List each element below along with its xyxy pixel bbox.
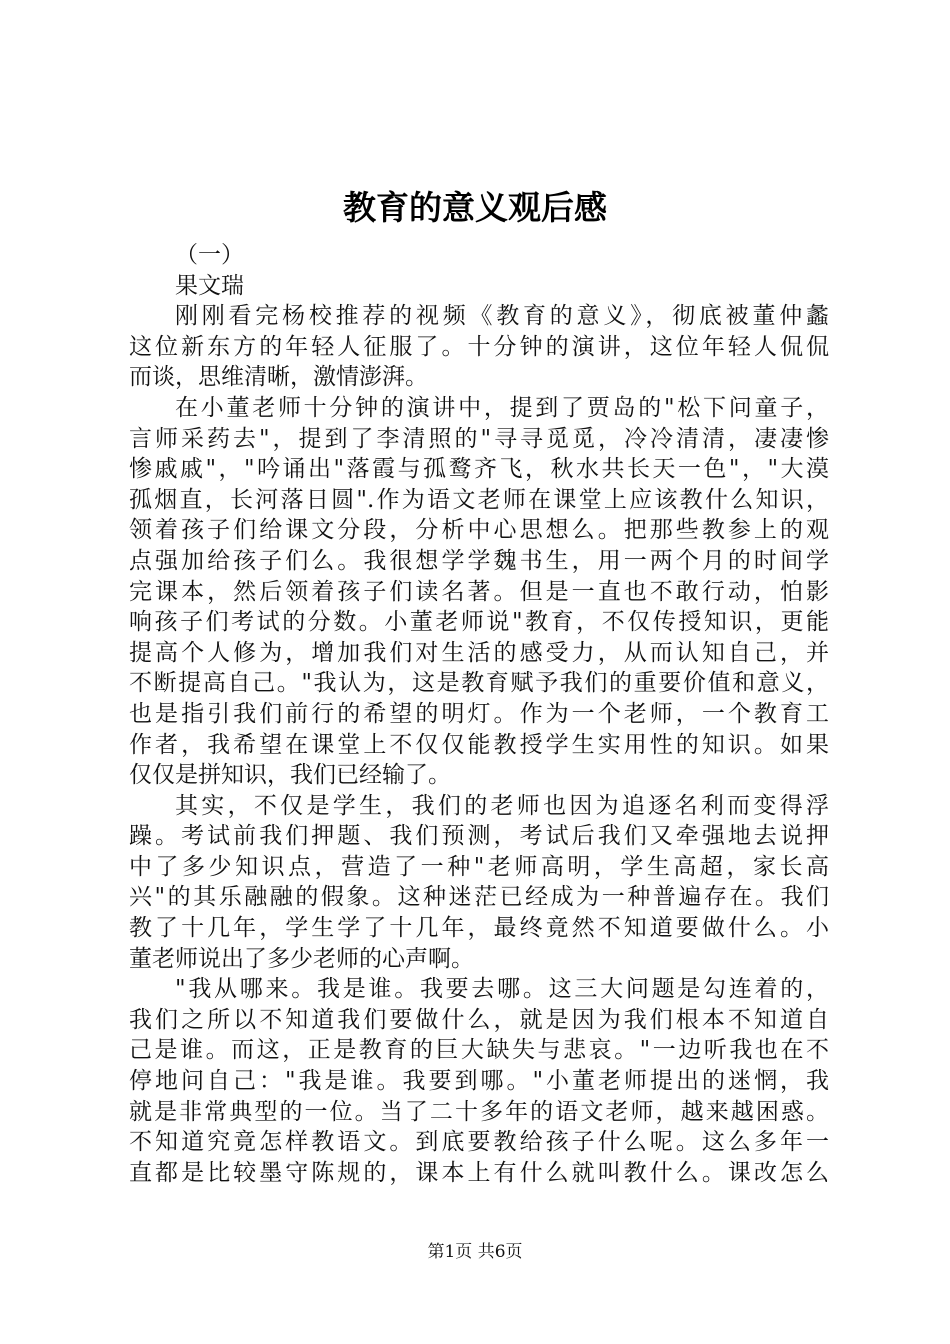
text-line: 躁。考试前我们押题、我们预测，考试后我们又牵强地去说押 bbox=[129, 823, 829, 850]
text-line: 就是非常典型的一位。当了二十多年的语文老师，越来越困惑。 bbox=[129, 1098, 829, 1125]
text-line: 刚刚看完杨校推荐的视频《教育的意义》，彻底被董仲蠡 bbox=[175, 303, 829, 330]
text-line: 作者，我希望在课堂上不仅仅能教授学生实用性的知识。如果 bbox=[129, 731, 829, 758]
text-line: 提高个人修为，增加我们对生活的感受力，从而认知自己，并 bbox=[129, 639, 829, 666]
text-line: 在小董老师十分钟的演讲中，提到了贾岛的"松下问童子， bbox=[175, 394, 829, 421]
page-title: 教育的意义观后感 bbox=[343, 188, 607, 227]
text-line: 其实，不仅是学生，我们的老师也因为追逐名利而变得浮 bbox=[175, 792, 829, 819]
text-line: 我们之所以不知道我们要做什么，就是因为我们根本不知道自 bbox=[129, 1006, 829, 1033]
text-line: 言师采药去"，提到了李清照的"寻寻觅觅，冷冷清清，凄凄惨 bbox=[129, 425, 829, 452]
text-line: 仅仅是拼知识，我们已经输了。 bbox=[129, 762, 451, 789]
text-line: 己是谁。而这，正是教育的巨大缺失与悲哀。"一边听我也在不 bbox=[129, 1037, 829, 1064]
text-line: 响孩子们考试的分数。小董老师说"教育，不仅传授知识，更能 bbox=[129, 609, 829, 636]
text-line: 不断提高自己。"我认为，这是教育赋予我们的重要价值和意义， bbox=[129, 670, 829, 697]
text-line: 领着孩子们给课文分段，分析中心思想么。把那些教参上的观 bbox=[129, 517, 829, 544]
text-line: 也是指引我们前行的希望的明灯。作为一个老师，一个教育工 bbox=[129, 700, 829, 727]
text-line: 这位新东方的年轻人征服了。十分钟的演讲，这位年轻人侃侃 bbox=[129, 333, 829, 360]
text-line: 孤烟直，长河落日圆".作为语文老师在课堂上应该教什么知识， bbox=[129, 486, 829, 513]
text-line: "我从哪来。我是谁。我要去哪。这三大问题是勾连着的， bbox=[175, 976, 829, 1003]
page-footer: 第1页 共6页 bbox=[427, 1242, 523, 1262]
text-line: 董老师说出了多少老师的心声啊。 bbox=[129, 945, 474, 972]
text-line: 兴"的其乐融融的假象。这种迷茫已经成为一种普遍存在。我们 bbox=[129, 884, 829, 911]
text-line: 中了多少知识点，营造了一种"老师高明，学生高超，家长高 bbox=[129, 853, 829, 880]
text-line: 而谈，思维清晰，激情澎湃。 bbox=[129, 364, 428, 391]
body-text bbox=[129, 240, 829, 1188]
text-line: 完课本，然后领着孩子们读名著。但是一直也不敢行动，怕影 bbox=[129, 578, 829, 605]
text-line: 不知道究竟怎样教语文。到底要教给孩子什么呢。这么多年一 bbox=[129, 1129, 829, 1156]
text-line: 停地问自己："我是谁。我要到哪。"小董老师提出的迷惘，我 bbox=[129, 1068, 829, 1095]
text-line: 果文瑞 bbox=[175, 272, 244, 299]
text-line: 教了十几年，学生学了十几年，最终竟然不知道要做什么。小 bbox=[129, 915, 829, 942]
text-line: 直都是比较墨守陈规的，课本上有什么就叫教什么。课改怎么 bbox=[129, 1159, 829, 1186]
text-line: 点强加给孩子们么。我很想学学魏书生，用一两个月的时间学 bbox=[129, 547, 829, 574]
text-line: 惨戚戚"，"吟诵出"落霞与孤鹜齐飞，秋水共长天一色"，"大漠 bbox=[129, 456, 829, 483]
text-line: （一） bbox=[175, 242, 244, 268]
